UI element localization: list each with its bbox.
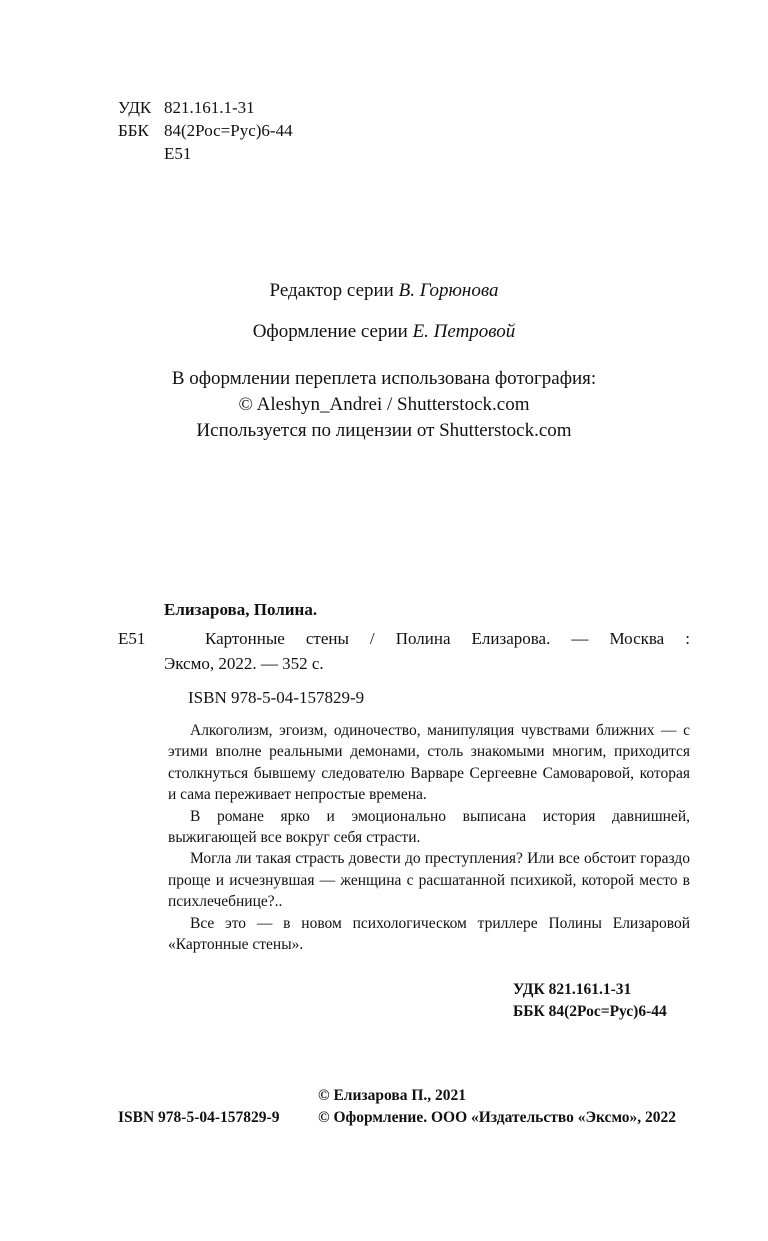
udk-label: УДК	[118, 98, 152, 117]
udk-value: 821.161.1-31	[164, 98, 255, 117]
bbk-value: 84(2Рос=Рус)6-44	[164, 121, 293, 140]
udk-line	[118, 97, 255, 119]
bottom-bbk: ББК 84(2Рос=Рус)6-44	[513, 1003, 667, 1020]
catalog-title-line1: Картонные стены / Полина Елизарова. — Москва :	[205, 629, 690, 648]
bbk-label: ББК	[118, 121, 149, 140]
copyright-author: © Елизарова П., 2021	[318, 1087, 467, 1104]
series-editor-name: В. Горюнова	[398, 280, 499, 301]
photo-credit	[0, 366, 768, 444]
series-design-label: Оформление серии	[252, 321, 408, 342]
annotation	[168, 720, 690, 955]
series-editor-label: Редактор серии	[269, 280, 394, 301]
photo-credit-line: Используется по лицензии от Shutterstock.com	[196, 420, 572, 441]
author-mark-top: Е51	[164, 144, 192, 163]
catalog-mark: Е51	[118, 629, 146, 648]
bbk-line	[118, 120, 293, 142]
annotation-paragraph: Алкоголизм, эгоизм, одиночество, манипуляция чувствами ближних — с этими вполне реальными демонами, столь знакомыми многим, приходится столкнуться бывшему следователю Варваре Сергеевне Самоваровой, которая и сама переживает непростые времена.	[168, 722, 690, 804]
annotation-paragraph: Могла ли такая страсть довести до преступления? Или все обстоит гораздо проще и исчезнувшая — женщина с расшатанной психикой, которой место в психлечебнице?..	[168, 850, 690, 911]
annotation-paragraph: Все это — в новом психологическом триллере Полины Елизаровой «Картонные стены».	[168, 914, 690, 954]
series-design-name: Е. Петровой	[412, 321, 516, 342]
catalog-title-line2: Эксмо, 2022. — 352 с.	[164, 654, 324, 673]
catalog-isbn: ISBN 978-5-04-157829-9	[188, 688, 365, 707]
photo-credit-line: © Aleshyn_Andrei / Shutterstock.com	[238, 394, 530, 415]
series-design	[0, 321, 768, 343]
series-editor	[0, 280, 768, 302]
photo-credit-line: В оформлении переплета использована фотография:	[171, 368, 597, 389]
copyright-isbn: ISBN 978-5-04-157829-9	[118, 1109, 280, 1126]
copyright-design: © Оформление. ООО «Издательство «Эксмо», 2022	[318, 1109, 677, 1126]
catalog-author: Елизарова, Полина.	[164, 600, 318, 619]
bottom-udk: УДК 821.161.1-31	[513, 981, 632, 998]
annotation-paragraph: В романе ярко и эмоционально выписана история давнишней, выжигающей все вокруг себя страсти.	[168, 807, 690, 847]
